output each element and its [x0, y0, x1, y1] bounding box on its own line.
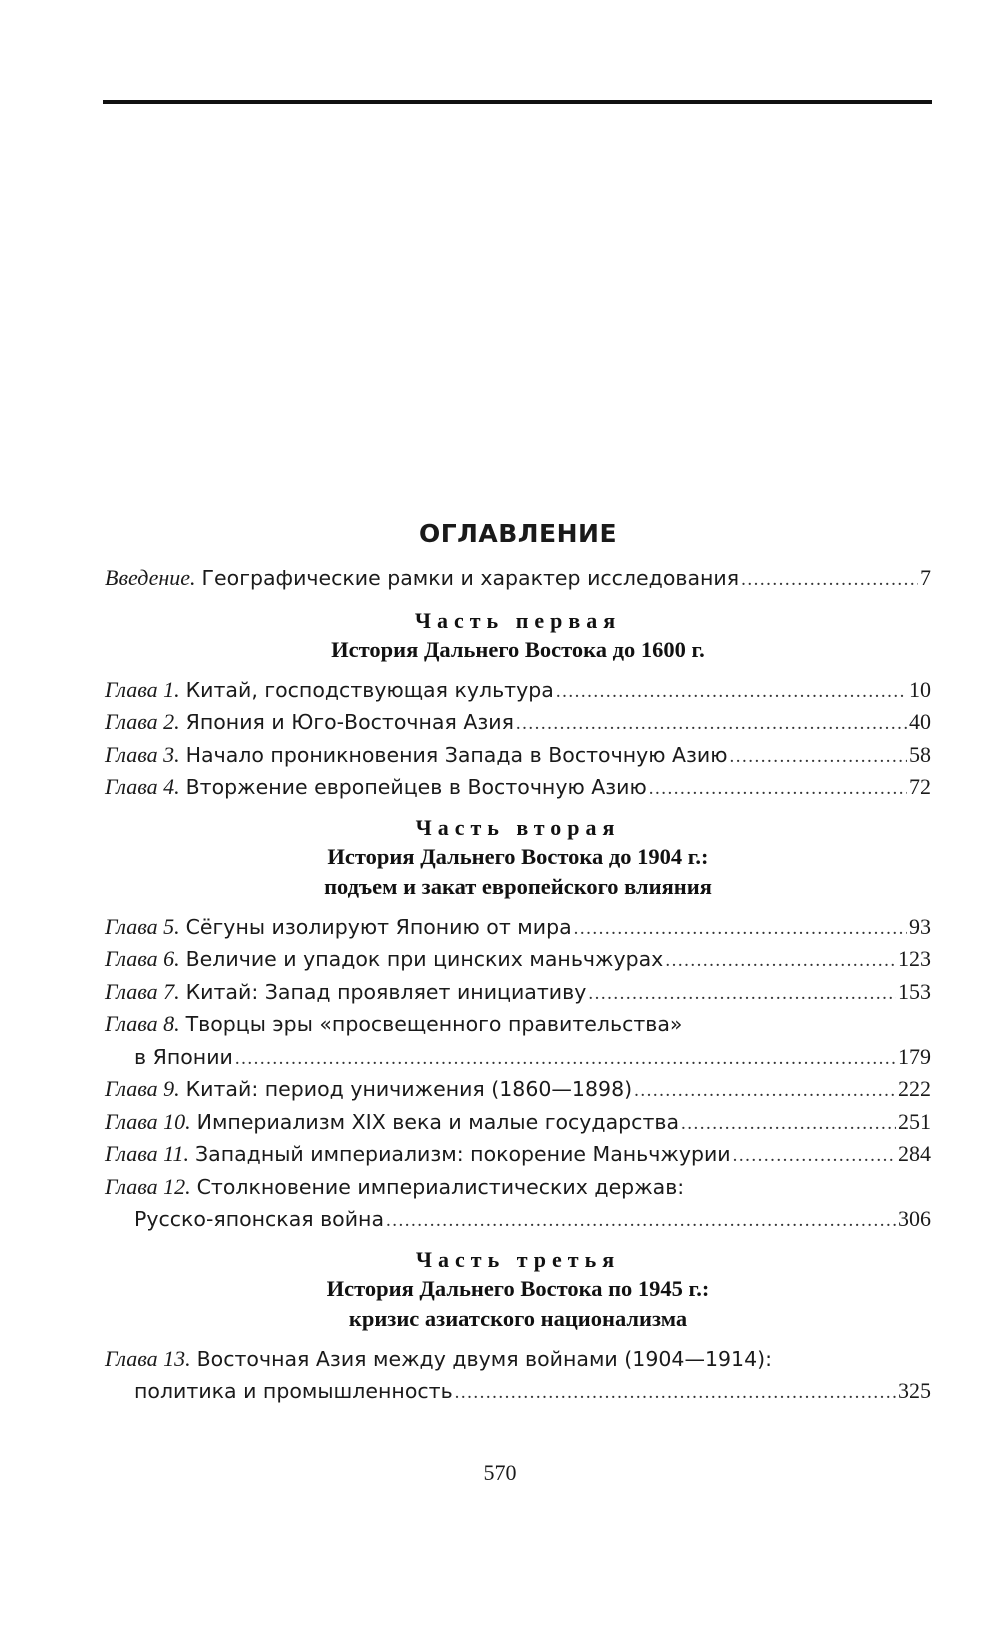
chapter-page: 222	[898, 1076, 931, 1101]
part-section	[105, 814, 931, 1236]
intro-text: Географические рамки и характер исследования	[201, 566, 740, 590]
toc-entry-chapter[interactable]	[105, 1138, 931, 1171]
part-subtitle: кризис азиатского национализма	[348, 1305, 688, 1331]
toc-entry-chapter[interactable]	[105, 976, 931, 1009]
toc-entry-chapter[interactable]	[105, 1073, 931, 1106]
chapter-title: Сёгуны изолируют Японию от мира	[185, 914, 572, 939]
dot-leader	[588, 978, 896, 1011]
toc-entry-chapter[interactable]	[105, 1375, 931, 1408]
chapter-title: Западный империализм: покорение Маньчжурии	[194, 1142, 731, 1166]
top-rule	[103, 100, 932, 104]
chapter-title: Восточная Азия между двумя войнами (1904—1914):	[196, 1346, 773, 1371]
chapter-title: Столкновение империалистических держав:	[196, 1174, 685, 1199]
dot-leader	[574, 913, 907, 946]
dot-leader	[634, 1075, 896, 1108]
chapter-label: Глава 8.	[105, 1011, 180, 1036]
chapter-title: Империализм XIX века и малые государства	[196, 1109, 680, 1134]
toc-entry-chapter[interactable]	[105, 739, 931, 772]
dot-leader	[235, 1043, 896, 1076]
chapter-title: Начало проникновения Запада в Восточную Азию	[185, 742, 728, 767]
part-label: Часть третья	[415, 1246, 621, 1272]
chapter-label: Глава 13.	[105, 1345, 191, 1371]
chapter-title: Вторжение европейцев в Восточную Азию	[185, 775, 647, 799]
chapter-label: Глава 4.	[105, 774, 180, 799]
part-section	[105, 1246, 931, 1408]
table-of-contents	[105, 516, 931, 1418]
dot-leader	[516, 708, 907, 741]
chapter-title: Русско-японская война	[134, 1207, 385, 1231]
toc-entry-chapter[interactable]	[105, 1008, 931, 1041]
chapter-page: 58	[909, 741, 931, 767]
chapter-page: 306	[898, 1206, 931, 1231]
chapter-page: 93	[909, 913, 931, 939]
chapter-title: Япония и Юго-Восточная Азия	[185, 710, 514, 734]
toc-entry-introduction[interactable]	[105, 562, 931, 595]
intro-page: 7	[920, 565, 931, 590]
toc-entry-chapter[interactable]	[105, 674, 931, 707]
chapter-label: Глава 2.	[105, 709, 180, 734]
chapter-label: Глава 11.	[105, 1141, 189, 1166]
chapter-title: Творцы эры «просвещенного правительства»	[185, 1012, 683, 1036]
dot-leader	[733, 1140, 896, 1173]
chapter-list	[105, 1343, 931, 1408]
chapter-label: Глава 3.	[105, 741, 180, 767]
chapter-label: Глава 12.	[105, 1173, 191, 1199]
page-number: 570	[483, 1460, 517, 1485]
chapter-page: 40	[909, 709, 931, 734]
toc-entry-chapter[interactable]	[105, 1041, 931, 1074]
chapter-page: 153	[898, 978, 931, 1004]
chapter-title: политика и промышленность	[134, 1379, 453, 1403]
dot-leader	[681, 1108, 896, 1141]
chapter-list	[105, 674, 931, 804]
chapter-label: Глава 9.	[105, 1076, 180, 1101]
part-title: История Дальнего Востока до 1904 г.:	[327, 843, 709, 869]
chapter-page: 284	[898, 1141, 931, 1166]
chapter-title: Величие и упадок при цинских маньчжурах	[185, 947, 664, 971]
toc-entry-chapter[interactable]	[105, 1343, 931, 1376]
chapter-title: в Японии	[134, 1044, 233, 1069]
chapter-title: Китай, господствующая культура	[185, 677, 554, 702]
part-title: История Дальнего Востока по 1945 г.:	[326, 1275, 710, 1301]
toc-entry-chapter[interactable]	[105, 1171, 931, 1204]
part-heading	[105, 814, 931, 902]
toc-entry-chapter[interactable]	[105, 1106, 931, 1139]
dot-leader	[741, 564, 918, 597]
chapter-label: Глава 1.	[105, 676, 180, 702]
chapter-title: Китай: период уничижения (1860—1898)	[185, 1077, 633, 1101]
part-label: Часть вторая	[415, 814, 621, 840]
dot-leader	[386, 1205, 896, 1238]
chapter-page: 10	[909, 676, 931, 702]
chapter-page: 251	[898, 1108, 931, 1134]
toc-entry-chapter[interactable]	[105, 911, 931, 944]
part-heading	[105, 607, 931, 665]
chapter-page: 325	[898, 1378, 931, 1403]
toc-entry-chapter[interactable]	[105, 1203, 931, 1236]
chapter-page: 72	[909, 774, 931, 799]
dot-leader	[730, 741, 907, 774]
chapter-label: Глава 5.	[105, 913, 180, 939]
intro-label: Введение.	[105, 565, 196, 590]
part-label: Часть первая	[414, 607, 622, 633]
parts-container	[105, 607, 931, 1408]
part-subtitle: подъем и закат европейского влияния	[324, 873, 712, 899]
part-title: История Дальнего Востока до 1600 г.	[331, 636, 705, 662]
toc-entry-chapter[interactable]	[105, 706, 931, 739]
dot-leader	[455, 1377, 896, 1410]
chapter-label: Глава 7.	[105, 978, 180, 1004]
toc-entry-chapter[interactable]	[105, 943, 931, 976]
chapter-page: 179	[898, 1043, 931, 1069]
chapter-list	[105, 911, 931, 1236]
chapter-label: Глава 10.	[105, 1108, 191, 1134]
dot-leader	[665, 945, 896, 978]
dot-leader	[649, 773, 907, 806]
dot-leader	[556, 676, 907, 709]
part-heading	[105, 1246, 931, 1334]
toc-title: ОГЛАВЛЕНИЕ	[418, 519, 618, 548]
chapter-label: Глава 6.	[105, 946, 180, 971]
part-section	[105, 607, 931, 804]
chapter-page: 123	[898, 946, 931, 971]
chapter-title: Китай: Запад проявляет инициативу	[185, 979, 587, 1004]
toc-entry-chapter[interactable]	[105, 771, 931, 804]
